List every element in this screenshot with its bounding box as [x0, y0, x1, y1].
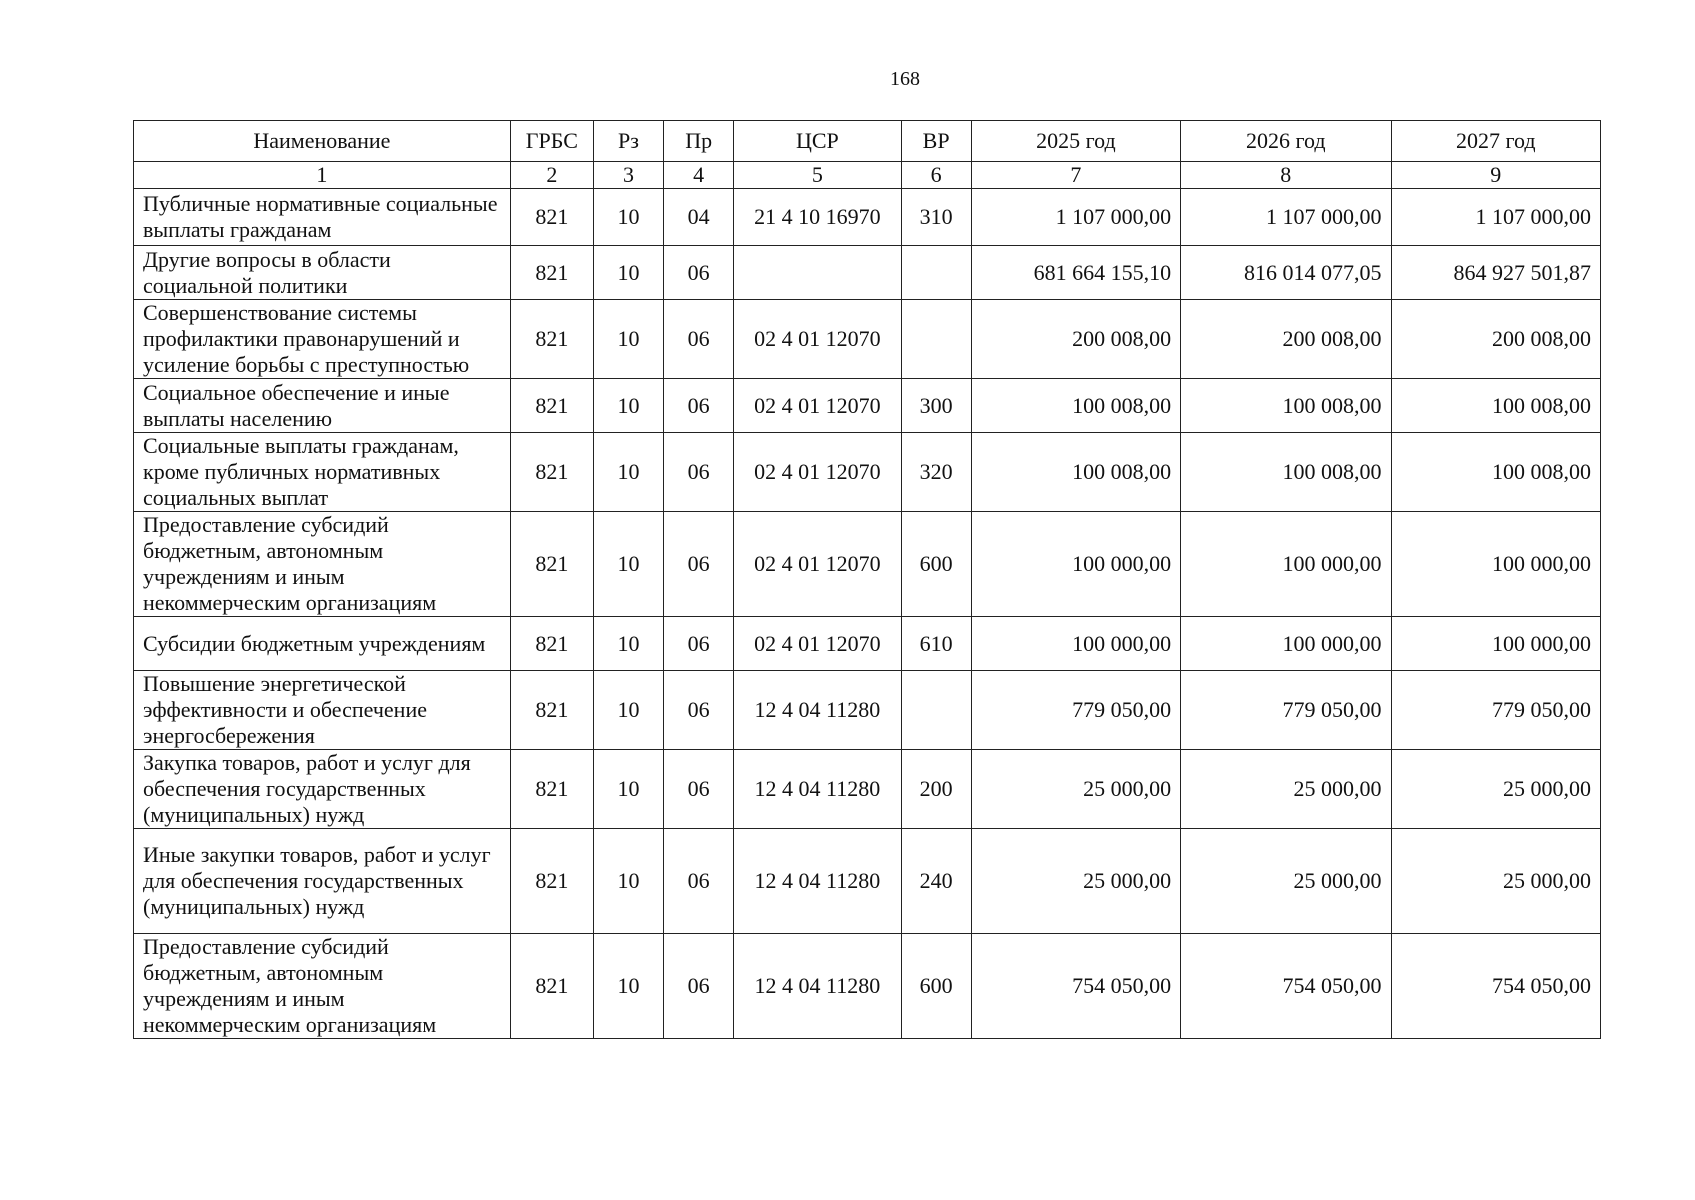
header-name: Наименование — [134, 121, 511, 162]
row-2027: 200 008,00 — [1391, 300, 1600, 379]
header-row — [134, 121, 1601, 162]
table-row — [134, 934, 1601, 1039]
row-2026: 100 000,00 — [1181, 617, 1391, 671]
row-2025: 100 008,00 — [971, 433, 1180, 512]
row-rz: 10 — [593, 512, 663, 617]
row-rz: 10 — [593, 829, 663, 934]
row-2026: 754 050,00 — [1181, 934, 1391, 1039]
row-name: Закупка товаров, работ и услуг для обеспечения государственных (муниципальных) нужд — [134, 750, 511, 829]
row-rz: 10 — [593, 934, 663, 1039]
row-2026: 100 000,00 — [1181, 512, 1391, 617]
row-name: Повышение энергетической эффективности и обеспечение энергосбережения — [134, 671, 511, 750]
row-vr — [901, 300, 971, 379]
table-row — [134, 829, 1601, 934]
row-grbs: 821 — [510, 379, 593, 433]
column-number: 3 — [593, 162, 663, 189]
row-vr: 600 — [901, 512, 971, 617]
table-row — [134, 300, 1601, 379]
row-name: Совершенствование системы профилактики правонарушений и усиление борьбы с преступностью — [134, 300, 511, 379]
row-rz: 10 — [593, 246, 663, 300]
row-grbs: 821 — [510, 300, 593, 379]
row-vr: 320 — [901, 433, 971, 512]
row-2026: 100 008,00 — [1181, 379, 1391, 433]
row-name: Другие вопросы в области социальной политики — [134, 246, 511, 300]
row-csr: 12 4 04 11280 — [734, 750, 901, 829]
table-row — [134, 433, 1601, 512]
row-name: Предоставление субсидий бюджетным, автономным учреждениям и иным некоммерческим организациям — [134, 934, 511, 1039]
row-csr: 12 4 04 11280 — [734, 934, 901, 1039]
row-rz: 10 — [593, 300, 663, 379]
column-number: 7 — [971, 162, 1180, 189]
row-csr — [734, 246, 901, 300]
row-name: Социальное обеспечение и иные выплаты населению — [134, 379, 511, 433]
column-number: 6 — [901, 162, 971, 189]
row-2027: 864 927 501,87 — [1391, 246, 1600, 300]
row-2025: 681 664 155,10 — [971, 246, 1180, 300]
row-rz: 10 — [593, 433, 663, 512]
row-csr: 12 4 04 11280 — [734, 829, 901, 934]
row-pr: 04 — [664, 189, 734, 246]
table-row — [134, 671, 1601, 750]
row-2027: 100 000,00 — [1391, 617, 1600, 671]
column-number: 4 — [664, 162, 734, 189]
row-pr: 06 — [664, 617, 734, 671]
row-2026: 1 107 000,00 — [1181, 189, 1391, 246]
row-csr: 02 4 01 12070 — [734, 433, 901, 512]
row-vr: 300 — [901, 379, 971, 433]
row-2027: 25 000,00 — [1391, 750, 1600, 829]
row-name: Субсидии бюджетным учреждениям — [134, 617, 511, 671]
header-vr: ВР — [901, 121, 971, 162]
row-pr: 06 — [664, 829, 734, 934]
column-number: 8 — [1181, 162, 1391, 189]
row-vr: 610 — [901, 617, 971, 671]
table-row — [134, 379, 1601, 433]
row-rz: 10 — [593, 379, 663, 433]
header-2027: 2027 год — [1391, 121, 1600, 162]
row-2027: 100 008,00 — [1391, 433, 1600, 512]
row-2026: 779 050,00 — [1181, 671, 1391, 750]
column-number: 1 — [134, 162, 511, 189]
column-number: 9 — [1391, 162, 1600, 189]
row-2026: 816 014 077,05 — [1181, 246, 1391, 300]
row-grbs: 821 — [510, 934, 593, 1039]
row-csr: 21 4 10 16970 — [734, 189, 901, 246]
table-row — [134, 512, 1601, 617]
row-grbs: 821 — [510, 829, 593, 934]
row-rz: 10 — [593, 750, 663, 829]
row-2025: 754 050,00 — [971, 934, 1180, 1039]
table-row — [134, 617, 1601, 671]
row-pr: 06 — [664, 512, 734, 617]
row-name: Предоставление субсидий бюджетным, автономным учреждениям и иным некоммерческим организациям — [134, 512, 511, 617]
row-csr: 02 4 01 12070 — [734, 379, 901, 433]
row-csr: 02 4 01 12070 — [734, 300, 901, 379]
row-2027: 25 000,00 — [1391, 829, 1600, 934]
budget-table — [133, 120, 1601, 1039]
row-name: Социальные выплаты гражданам, кроме публичных нормативных социальных выплат — [134, 433, 511, 512]
row-2026: 25 000,00 — [1181, 829, 1391, 934]
row-2025: 779 050,00 — [971, 671, 1180, 750]
header-grbs: ГРБС — [510, 121, 593, 162]
row-grbs: 821 — [510, 433, 593, 512]
row-2027: 1 107 000,00 — [1391, 189, 1600, 246]
row-grbs: 821 — [510, 512, 593, 617]
row-pr: 06 — [664, 671, 734, 750]
row-grbs: 821 — [510, 671, 593, 750]
row-2025: 100 000,00 — [971, 512, 1180, 617]
row-csr: 02 4 01 12070 — [734, 617, 901, 671]
column-number-row — [134, 162, 1601, 189]
header-csr: ЦСР — [734, 121, 901, 162]
row-rz: 10 — [593, 189, 663, 246]
row-2027: 100 000,00 — [1391, 512, 1600, 617]
row-2026: 25 000,00 — [1181, 750, 1391, 829]
column-number: 5 — [734, 162, 901, 189]
row-pr: 06 — [664, 750, 734, 829]
row-name: Публичные нормативные социальные выплаты гражданам — [134, 189, 511, 246]
row-2027: 100 008,00 — [1391, 379, 1600, 433]
row-2026: 100 008,00 — [1181, 433, 1391, 512]
row-2027: 754 050,00 — [1391, 934, 1600, 1039]
header-pr: Пр — [664, 121, 734, 162]
row-2027: 779 050,00 — [1391, 671, 1600, 750]
row-2025: 100 008,00 — [971, 379, 1180, 433]
table-row — [134, 246, 1601, 300]
page-number: 168 — [890, 68, 920, 90]
table-row — [134, 750, 1601, 829]
row-grbs: 821 — [510, 617, 593, 671]
row-grbs: 821 — [510, 246, 593, 300]
row-pr: 06 — [664, 246, 734, 300]
row-csr: 12 4 04 11280 — [734, 671, 901, 750]
row-rz: 10 — [593, 617, 663, 671]
row-2025: 25 000,00 — [971, 750, 1180, 829]
header-2026: 2026 год — [1181, 121, 1391, 162]
row-name: Иные закупки товаров, работ и услуг для обеспечения государственных (муниципальных) нужд — [134, 829, 511, 934]
header-rz: Рз — [593, 121, 663, 162]
row-rz: 10 — [593, 671, 663, 750]
row-vr: 310 — [901, 189, 971, 246]
row-pr: 06 — [664, 934, 734, 1039]
row-csr: 02 4 01 12070 — [734, 512, 901, 617]
row-2025: 1 107 000,00 — [971, 189, 1180, 246]
table-row — [134, 189, 1601, 246]
row-pr: 06 — [664, 433, 734, 512]
row-pr: 06 — [664, 300, 734, 379]
row-pr: 06 — [664, 379, 734, 433]
row-grbs: 821 — [510, 750, 593, 829]
row-vr — [901, 246, 971, 300]
row-grbs: 821 — [510, 189, 593, 246]
row-2025: 25 000,00 — [971, 829, 1180, 934]
column-number: 2 — [510, 162, 593, 189]
header-2025: 2025 год — [971, 121, 1180, 162]
row-2025: 200 008,00 — [971, 300, 1180, 379]
row-vr: 240 — [901, 829, 971, 934]
row-vr: 200 — [901, 750, 971, 829]
row-vr — [901, 671, 971, 750]
row-2026: 200 008,00 — [1181, 300, 1391, 379]
row-2025: 100 000,00 — [971, 617, 1180, 671]
row-vr: 600 — [901, 934, 971, 1039]
